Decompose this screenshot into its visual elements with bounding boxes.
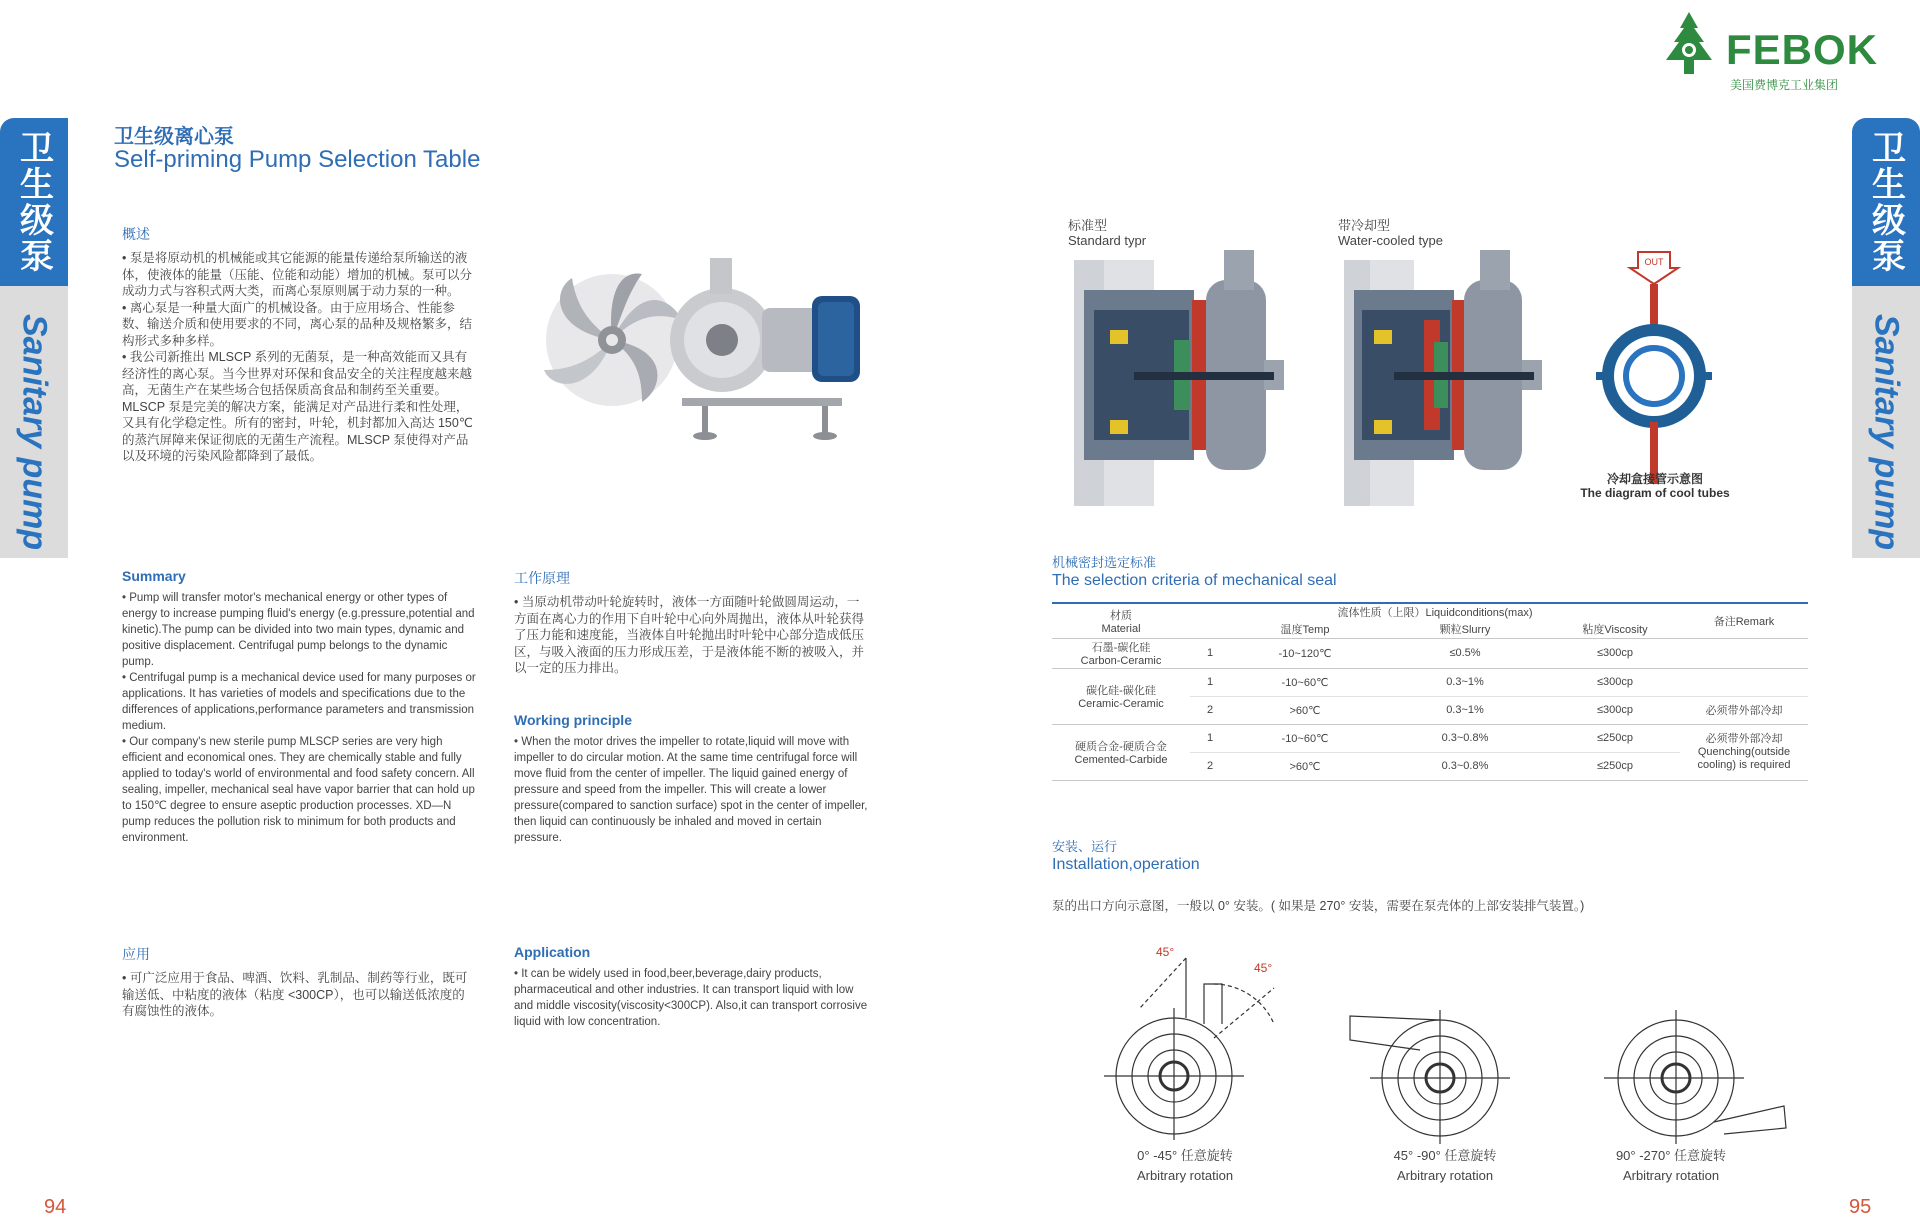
- cell-viscosity: ≤250cp: [1596, 732, 1633, 744]
- install-title-en: Installation,operation: [1052, 856, 1200, 873]
- logo-brand: FEBOK: [1726, 26, 1878, 73]
- standard-label-cn: 标准型: [1068, 218, 1108, 233]
- cell-temp: -10~120℃: [1230, 638, 1380, 668]
- overview-title: 概述: [122, 226, 150, 242]
- page-number-right: 95: [1849, 1196, 1872, 1218]
- cell-no: 2: [1206, 760, 1214, 772]
- cell-slurry: 0.3~1%: [1380, 696, 1550, 724]
- application-en-section: [514, 944, 868, 1030]
- summary-para: • Our company's new sterile pump MLSCP series are very high efficient and economical ones. They are chemically stable and fully applied to today's world of environmental and food safety concern. All sealing, impeller, mechanical seal have vapor barrier that can hold up to 150℃ degree to ensure aseptic production processes. XD—N pump reduces the pollution risk to minimum for both products and environment.: [122, 736, 475, 844]
- th-temp: 温度Temp: [1230, 620, 1380, 638]
- water-cooled-pump-diagram: [1344, 250, 1544, 506]
- summary-section: [122, 568, 476, 846]
- cell-no: 2: [1190, 696, 1230, 724]
- install-caption-en: Arbitrary rotation: [1396, 1168, 1494, 1183]
- product-photo: [532, 248, 872, 448]
- summary-para: • Centrifugal pump is a mechanical device used for many purposes or applications. It has varieties of models and specifications due to the differences of applications,performance parameters and transmission medium.: [122, 672, 476, 732]
- working-en-text: [514, 734, 868, 846]
- cell-material: [1052, 724, 1190, 780]
- cell-temp: -10~60℃: [1281, 676, 1329, 689]
- cell-material-en: Cemented-Carbide: [1074, 754, 1168, 766]
- cell-viscosity: ≤300cp: [1550, 638, 1680, 668]
- overview-section: [122, 224, 476, 465]
- cell-remark: [1680, 668, 1808, 696]
- standard-label-en: Standard typr: [1068, 233, 1147, 248]
- leaf-logo-icon: [1654, 10, 1724, 82]
- cool-caption-cn: 冷却盒接管示意图: [1606, 472, 1703, 486]
- application-cn-title: 应用: [122, 946, 150, 962]
- cell-viscosity: ≤300cp: [1596, 676, 1633, 688]
- install-caption-2: [1360, 1146, 1530, 1186]
- install-caption-en: Arbitrary rotation: [1622, 1168, 1720, 1183]
- febok-logo: [1654, 10, 1878, 92]
- seal-table-wrap: [1052, 602, 1808, 781]
- th-material-cn: 材质: [1110, 609, 1132, 622]
- application-en-para: • It can be widely used in food,beer,beverage,dairy products, pharmaceutical and other industries. It can transport liquid with low and middle viscosity(viscosity<300CP). Also,it can transport corrosive liquid with low concentration.: [514, 968, 868, 1028]
- working-en-title: Working principle: [514, 712, 632, 728]
- th-liquid: 流体性质（上限）Liquidconditions(max): [1190, 603, 1680, 620]
- page-number-left: 94: [44, 1196, 67, 1218]
- th-viscosity: 粘度Viscosity: [1550, 620, 1680, 638]
- working-en-section: [514, 712, 868, 846]
- application-en-text: [514, 966, 868, 1030]
- working-cn-section: [514, 568, 868, 677]
- install-caption-3: [1586, 1146, 1756, 1186]
- page-title-cn: 卫生级离心泵: [114, 126, 234, 148]
- install-caption-en: Arbitrary rotation: [1136, 1168, 1234, 1183]
- seal-table: [1052, 602, 1808, 781]
- install-drawing-1: [1104, 928, 1304, 1144]
- application-en-title: Application: [514, 944, 591, 960]
- seal-title-en: The selection criteria of mechanical seal: [1052, 572, 1337, 589]
- install-drawing-2: [1340, 1010, 1520, 1144]
- th-material-en: Material: [1101, 622, 1141, 635]
- water-label-cn: 带冷却型: [1338, 218, 1391, 233]
- out-label: OUT: [1644, 257, 1664, 267]
- summary-text: [122, 590, 476, 846]
- side-tab-cn: 卫生级泵: [1852, 118, 1920, 286]
- seal-title-cn: 机械密封选定标准: [1052, 555, 1157, 570]
- overview-text: [122, 250, 476, 465]
- cell-temp: >60℃: [1289, 760, 1321, 773]
- pump-icon: [670, 258, 860, 440]
- application-cn-section: [122, 944, 476, 1020]
- cell-material-en: Carbon-Ceramic: [1080, 655, 1162, 667]
- right-side-tab: [1852, 118, 1920, 558]
- standard-pump-diagram: [1074, 250, 1284, 506]
- angle-label-1: 45°: [1156, 945, 1175, 959]
- table-row: [1052, 724, 1808, 752]
- working-cn-text: [514, 594, 868, 677]
- remark-cn: 必须带外部冷却: [1705, 732, 1783, 745]
- table-row: [1052, 638, 1808, 668]
- working-cn-para: • 当原动机带动叶轮旋转时，液体一方面随叶轮做圆周运动，一方面在离心力的作用下自叶轮中心向外周抛出，液体从叶轮获得了压力能和速度能，当液体自叶轮抛出时叶轮中心部分造成低压区，与吸入液面的压力形成压差，于是液体能不断的被吸入，并以一定的压力排出。: [514, 595, 865, 675]
- working-en-para: • When the motor drives the impeller to rotate,liquid will move with impeller to do circular motion. At the same time centrifugal force will move fluid from the center of impeller. The liquid gained energy of pressure and speed from the impeller. This will create a lower pressure(compared to sanction surface) spot in the center of impeller, then liquid can continuously be inhaled and moved in certain pressure.: [514, 736, 868, 844]
- cell-temp: -10~60℃: [1281, 732, 1329, 745]
- th-slurry: 颗粒Slurry: [1380, 620, 1550, 638]
- working-cn-title: 工作原理: [514, 570, 570, 586]
- side-tab-en: Sanitary pump: [1852, 286, 1920, 558]
- cool-caption-en: The diagram of cool tubes: [1580, 486, 1730, 500]
- th-material: [1052, 603, 1190, 638]
- cell-no: 1: [1206, 732, 1214, 744]
- overview-para: • 我公司新推出 MLSCP 系列的无菌泵，是一种高效能而又具有经济性的离心泵。当今世界对环保和食品安全的关注程度越来越高，无菌生产在某些场合包括保质高食品和制药至关重要。MLSCP 泵是完美的解决方案，能满足对产品进行柔和性处理，又具有化学稳定性。所有的密封，叶轮，机封都加入高达 150℃ 的蒸汽屏障来保证彻底的无菌生产流程。MLSCP 泵使得对产品以及环境的污染风险都降到了最低。: [122, 350, 473, 463]
- cell-slurry: 0.3~0.8%: [1441, 732, 1489, 744]
- install-caption-cn: 45° -90° 任意旋转: [1393, 1148, 1497, 1163]
- cell-material-cn: 硬质合金-硬质合金: [1075, 741, 1167, 753]
- summary-title: Summary: [122, 568, 186, 584]
- side-tab-cn: 卫生级泵: [0, 118, 68, 286]
- left-side-tab: [0, 118, 68, 558]
- overview-para: • 泵是将原动机的机械能或其它能源的能量传递给泵所输送的液体，使液体的能量（压能、位能和动能）增加的机械。泵可以分成动力式与容积式两大类，而离心泵原则属于动力泵的一种。: [122, 251, 473, 298]
- impeller-icon: [544, 274, 682, 406]
- cell-temp: >60℃: [1230, 696, 1380, 724]
- standard-label: [1068, 218, 1146, 248]
- cell-remark: 必须带外部冷却: [1680, 696, 1808, 724]
- cell-no: 1: [1206, 676, 1214, 688]
- install-title-cn: 安装、运行: [1052, 839, 1118, 854]
- remark-en: Quenching(outside cooling) is required: [1697, 745, 1791, 771]
- cell-slurry: 0.3~0.8%: [1441, 760, 1489, 772]
- summary-para: • Pump will transfer motor's mechanical energy or other types of energy to increase pumping fluid's energy (e.g.pressure,potential and kinetic).The pump can be divided into two main types, dynamic and positive displacement. Centrifugal pump belongs to the dynamic pump.: [122, 592, 475, 668]
- application-cn-text: [122, 970, 476, 1020]
- cell-material-cn: 碳化硅-碳化硅: [1086, 685, 1156, 697]
- cell-no: 1: [1190, 638, 1230, 668]
- cell-slurry: ≤0.5%: [1380, 638, 1550, 668]
- angle-label-2: 45°: [1254, 961, 1273, 975]
- install-caption-cn: 90° -270° 任意旋转: [1615, 1148, 1727, 1163]
- cell-viscosity: ≤250cp: [1596, 760, 1633, 772]
- install-desc: 泵的出口方向示意图，一般以 0° 安装。( 如果是 270° 安装，需要在泵壳体的上部安装排气装置。): [1052, 899, 1585, 913]
- th-remark: 备注Remark: [1680, 603, 1808, 638]
- cell-remark: [1680, 638, 1808, 668]
- th-blank: [1190, 620, 1230, 638]
- install-caption-1: [1100, 1146, 1270, 1186]
- cell-slurry: 0.3~1%: [1446, 676, 1484, 688]
- cell-viscosity: ≤300cp: [1550, 696, 1680, 724]
- overview-para: • 离心泵是一种量大面广的机械设备。由于应用场合、性能参数、输送介质和使用要求的不同，离心泵的品种及规格繁多，结构形式多种多样。: [122, 300, 473, 348]
- cell-material-en: Ceramic-Ceramic: [1078, 698, 1164, 710]
- application-cn-para: • 可广泛应用于食品、啤酒、饮料、乳制品、制药等行业，既可输送低、中粘度的液体（粘度 <300CP），也可以输送低浓度的有腐蚀性的液体。: [122, 971, 468, 1018]
- page-title-en: Self-priming Pump Selection Table: [114, 146, 481, 173]
- install-caption-cn: 0° -45° 任意旋转: [1137, 1148, 1233, 1163]
- cell-remark: [1680, 724, 1808, 780]
- water-label-en: Water-cooled type: [1338, 233, 1444, 248]
- cool-tubes-diagram: [1594, 248, 1714, 488]
- cell-material: [1052, 638, 1190, 668]
- cell-material: [1052, 668, 1190, 724]
- logo-subtitle: 美国费博克工业集团: [1730, 78, 1839, 92]
- table-row: [1052, 668, 1808, 696]
- cool-tubes-caption: [1560, 472, 1750, 500]
- side-tab-en: Sanitary pump: [0, 286, 68, 558]
- cell-material-cn: 石墨-碳化硅: [1091, 642, 1151, 654]
- water-label: [1338, 218, 1443, 248]
- install-drawing-3: [1604, 1010, 1794, 1144]
